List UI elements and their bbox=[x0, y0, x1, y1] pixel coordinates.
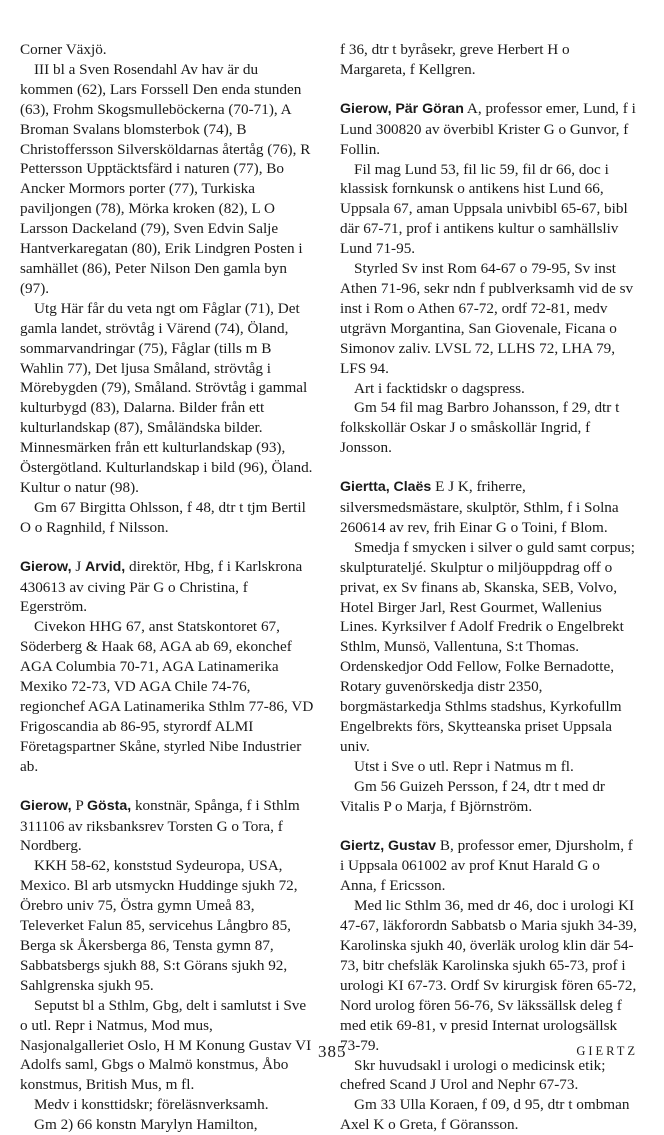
entry-surname: Giertta, bbox=[340, 479, 390, 496]
right-continuation-0: f 36, dtr t byråsekr, greve Herbert H o Margareta, f Kellgren. bbox=[340, 41, 570, 78]
entry-paragraph: Gm 54 fil mag Barbro Johansson, f 29, dtr t folkskollär Oskar J o småskollär Ingrid, f Jonsson. bbox=[340, 399, 620, 457]
entry-given-bold: Gustav bbox=[387, 837, 437, 854]
entry-gierow-arvid bbox=[20, 557, 315, 777]
entry-paragraph: Medv i konsttidskr; föreläsnverksamh. bbox=[34, 1096, 269, 1114]
entry-giertz-gustav bbox=[340, 836, 638, 1135]
entry-given-bold: Gösta, bbox=[87, 797, 132, 814]
entry-paragraph: Art i facktidskr o dagspress. bbox=[354, 379, 525, 397]
entry-paragraph: Skr huvudsakl i urologi o medicinsk etik; chefred Scand J Urol and Nephr 67-73. bbox=[340, 1056, 606, 1094]
running-head: GIERTZ bbox=[576, 1044, 638, 1058]
entry-giertta-claes bbox=[340, 477, 638, 816]
entry-title: direktör, Hbg, f i Karlskrona 430613 av civing Pär G o Christina, f Egerström. bbox=[20, 557, 303, 616]
entry-given-bold: Arvid, bbox=[85, 558, 126, 575]
entry-given-bold: Pär Göran bbox=[395, 100, 464, 117]
entry-paragraph: Seputst bl a Sthlm, Gbg, delt i samlutst i Sve o utl. Repr i Natmus, Mod mus, Nasjonalgalleriet Oslo, H M Konung Gustav VI Adolfs saml, Gbgs o Malmö konstmus, Åbo konstmus, British Mus, m fl. bbox=[20, 996, 312, 1094]
page-number: 385 bbox=[318, 1042, 347, 1061]
entry-heading bbox=[340, 836, 638, 897]
entry-paragraph: KKH 58-62, konststud Sydeuropa, USA, Mexico. Bl arb utsmyckn Huddinge sjukh 72, Örebro univ 75, Östra gymn Umeå 83, Televerket Falun 85, servicehus Långbro 85, Berga sk Åkersberga 86, Tensta gymn 87, Sabbatsbergs sjukh 88, S:t Görans sjukh 92, Sahlgrenska sjukh 95. bbox=[20, 857, 298, 994]
entry-given-plain: J bbox=[75, 557, 82, 575]
entry-paragraph: Med lic Sthlm 36, med dr 46, doc i urologi KI 47-67, läkforordn Sabbatsb o Maria sjukh 34-39, Karolinska sjukh 40, överläk urolog klin där 54-73, bitr chefsläk Karolinska sjukh 65-73, prof i urologi KI 67-73. Ordf Sv kirurgisk fören 65-72, Nord urolog fören 56-76, Sv läkssällsk deleg f med etik 69-81, v presid Internat urologsällsk 73-79. bbox=[340, 897, 637, 1054]
entry-paragraph: Utst i Sve o utl. Repr i Natmus m fl. bbox=[354, 757, 574, 775]
entry-heading bbox=[340, 477, 638, 538]
entry-surname: Giertz, bbox=[340, 837, 385, 854]
entry-surname: Gierow, bbox=[340, 100, 392, 117]
entry-paragraph: Civekon HHG 67, anst Statskontoret 67, Söderberg & Haak 68, AGA ab 69, ekonchef AGA Columbia 70-71, AGA Latinamerika Mexiko 72-73, VD AGA Chile 74-76, regionchef AGA Latinamerika Sthlm 77-86, VD Frigoscandia ab 86-95, styrordf ALMI Företagspartner Skåne, styrled Nibe Industrier ab. bbox=[20, 618, 314, 775]
entry-paragraph: Gm 56 Guizeh Persson, f 24, dtr t med dr Vitalis P o Marja, f Björnström. bbox=[340, 777, 605, 815]
entry-paragraph: Fil mag Lund 53, fil lic 59, fil dr 66, doc i klassisk fornkunsk o antikens hist Lund 66, Uppsala 67, aman Uppsala univbibl 65-67, bibl där 67-71, prof i antikens kultur o samhällsliv Lund 71-95. bbox=[340, 160, 628, 258]
entry-paragraph: Smedja f smycken i silver o guld samt corpus; skulpturateljé. Skulptur o miljöuppdrag off o privat, ex Sv finans ab, Skanska, SEB, Volvo, Hotel Birger Jarl, Rest Gourmet, Wallenius Lines. Kyrksilver f Adolf Fredrik o Engelbrekt Sthlm, Munsö, Vallentuna, S:t Thomas. Ordenskedjor Odd Fellow, Folke Bernadotte, Rotary guvenörskedja distr 2350, borgmästarkedja Sthlms stadshus, Kyrkofullm Engelbrekts förs, Skytteanska priset Uppsala univ. bbox=[340, 538, 635, 755]
entry-surname: Gierow, bbox=[20, 558, 72, 575]
entry-gierow-gosta bbox=[20, 796, 315, 1135]
left-continuation-2: Utg Här får du veta ngt om Fåglar (71), Det gamla landet, strövtåg i Värend (74), Öland, sommarvandringar (75), Fåglar (tills m B Wahlin 77), Det ljusa Småland, strövtåg i Mörebygden (79), Småland. Strövtåg i gammal kulturbygd (83), Dalarna. Bilder från ett kulturlandskap (87), Småländska bilder. Minnesmärken från ett kulturlandskap (93), Östergötland. Kulturlandskap i bild (96), Öland. Kultur o natur (98). bbox=[20, 299, 313, 496]
entry-title: konstnär, Spånga, f i Sthlm 311106 av riksbanksrev Torsten G o Tora, f Nordberg. bbox=[20, 796, 300, 855]
entry-heading bbox=[20, 796, 315, 857]
right-column bbox=[340, 40, 638, 1135]
entry-paragraph: Gm 2) 66 konstn Marylyn Hamilton, bbox=[34, 1116, 258, 1134]
left-continuation-1: III bl a Sven Rosendahl Av hav är du kommen (62), Lars Forssell Den enda stunden (63), Frohm Skogsmulleböckerna (70-71), A Broman Svalans blomsterbok (74), B Christoffersson Silversköldarnas återtåg (76), R Pettersson Upptäcktsfärd i naturen (77), Bo Ancker Mormors porter (77), Turkiska paviljongen (78), Mörka kroken (82), L O Larsson Dackeland (79), Sven Edvin Salje Hantverkaregatan (80), Erik Lindgren Posten i samhället (86), Peter Nilson Den gamla byn (97). bbox=[20, 60, 311, 297]
entry-gierow-par-goran bbox=[340, 99, 638, 458]
entry-given-plain: P bbox=[75, 796, 84, 814]
entry-title: B, professor emer, Djursholm, f i Uppsala 061002 av prof Knut Harald G o Anna, f Ericsson. bbox=[340, 836, 633, 895]
entry-title: A, professor emer, Lund, f i Lund 300820 av överbibl Krister G o Gunvor, f Follin. bbox=[340, 99, 636, 158]
entry-given-bold: Claës bbox=[393, 479, 432, 496]
page-footer bbox=[0, 1042, 664, 1066]
entry-title: E J K, friherre, silversmedsmästare, skulptör, Sthlm, f i Solna 260614 av rev, frih Einar G o Toini, f Blom. bbox=[340, 478, 619, 536]
left-column bbox=[20, 40, 315, 1135]
entry-heading bbox=[340, 99, 638, 160]
left-continuation-3: Gm 67 Birgitta Ohlsson, f 48, dtr t tjm Bertil O o Ragnhild, f Nilsson. bbox=[20, 498, 306, 536]
entry-paragraph: Styrled Sv inst Rom 64-67 o 79-95, Sv inst Athen 71-96, sekr ndn f publverksamh vid de sv inst i Rom o Athen 67-72, ordf 72-81, medv utgrävn Morgantina, San Giovenale, Ficana o Simonov zaliv. LVSL 72, LLHS 72, LHA 79, LFS 94. bbox=[340, 260, 634, 377]
entry-surname: Gierow, bbox=[20, 797, 72, 814]
entry-paragraph: Gm 33 Ulla Koraen, f 09, d 95, dtr t ombman Axel K o Greta, f Göransson. bbox=[340, 1096, 630, 1134]
left-continuation-0: Corner Växjö. bbox=[20, 41, 107, 58]
entry-heading bbox=[20, 557, 315, 618]
